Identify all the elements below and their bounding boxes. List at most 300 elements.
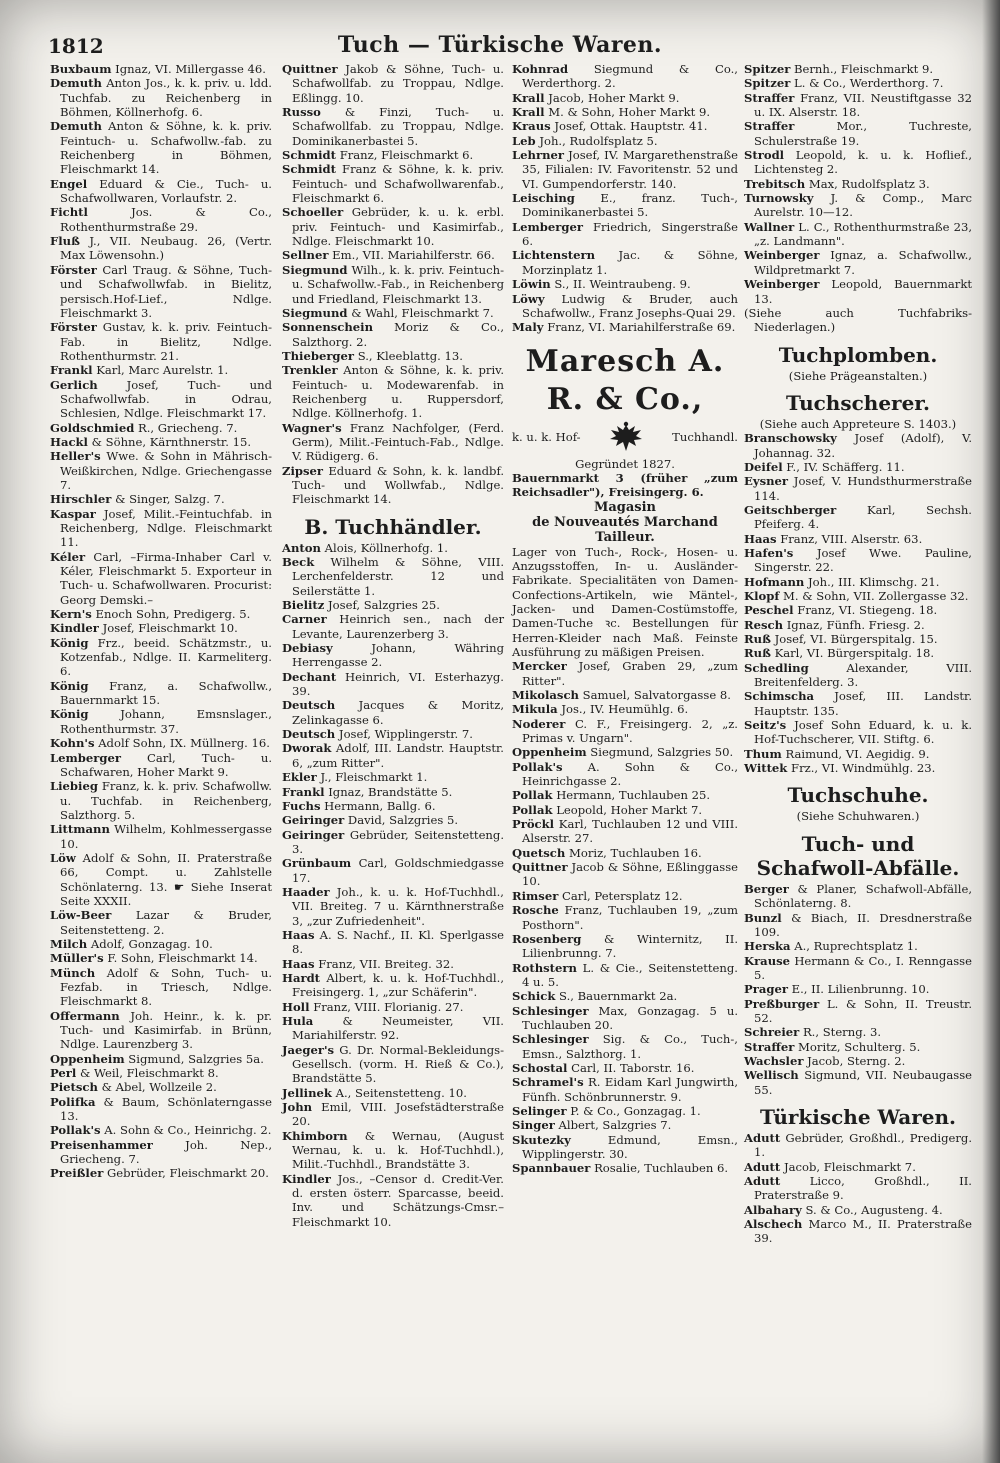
entry-details: Gebrüder, Großhdl., Predigerg. 1. (754, 1130, 973, 1160)
entry-name: Singer (512, 1118, 555, 1133)
entry-name: Kern's (50, 607, 92, 622)
directory-entry (744, 306, 972, 335)
directory-entry (744, 1203, 972, 1217)
entry-name: Ruß (744, 646, 771, 661)
directory-entry (282, 1129, 504, 1172)
directory-entry (512, 62, 738, 91)
entry-details: (Siehe auch Tuchfabriks-Niederlagen.) (744, 305, 972, 335)
entry-name: Engel (50, 176, 88, 191)
entry-name: Prager (744, 982, 788, 997)
directory-entry (50, 1123, 272, 1137)
section-heading-tuchplomben: Tuchplomben. (778, 342, 938, 367)
entry-details: Josef Wwe. Pauline, Singerstr. 22. (754, 545, 972, 575)
entry-details: Carl, Petersplatz 12. (562, 888, 683, 903)
entry-name: Lemberger (512, 219, 583, 234)
entry-list-tuchfabrikanten (282, 62, 504, 507)
entry-name: Schostal (512, 1060, 568, 1075)
directory-entry (50, 1166, 272, 1180)
entry-name: Goldschmied (50, 420, 135, 435)
entry-name: Milch (50, 936, 88, 951)
directory-entry (744, 1040, 972, 1054)
entry-name: Deutsch (282, 698, 336, 713)
directory-entry (744, 119, 972, 148)
directory-entry (50, 378, 272, 421)
directory-entry (282, 727, 504, 741)
page-number: 1812 (48, 34, 104, 58)
entry-name: Straffer (744, 119, 795, 134)
entry-details: Bernh., Fleischmarkt 9. (794, 62, 934, 76)
entry-details: Adolf Sohn, IX. Müllnerg. 16. (98, 736, 270, 751)
entry-name: Wagner's (282, 420, 342, 435)
entry-name: Preisenhammer (50, 1137, 153, 1152)
entry-name: Berger (744, 881, 789, 896)
column-3 (512, 62, 738, 1176)
entry-details: Franz & Söhne, k. k. priv. Feintuch- und Schafwollwarenfab., Fleischmarkt 6. (292, 162, 504, 206)
entry-details: Hermann, Tuchlauben 25. (556, 788, 711, 803)
entry-details: A., Seitenstetteng. 10. (335, 1085, 467, 1100)
directory-entry (512, 1032, 738, 1061)
directory-entry (50, 636, 272, 679)
advertisement-maresch (512, 343, 738, 660)
entry-name: Khimborn (282, 1128, 348, 1143)
entry-name: Siegmund (282, 262, 348, 277)
entry-details: Gustav, k. k. priv. Feintuch-Fab. in Bielitz, Ndlge. Rothenthurmstr. 21. (60, 320, 272, 363)
directory-entry (744, 982, 972, 996)
entry-details: A. Sohn & Co., Heinrichgasse 2. (522, 759, 738, 789)
entry-details: Licco, Großhdl., II. Praterstraße 9. (754, 1174, 972, 1203)
directory-entry (744, 761, 972, 775)
entry-details: Joh., k. u. k. Hof-Tuchhdl., VII. Breiteg. 7 u. Kärnthnerstraße 3, „zur Zufriedenheit". (292, 884, 504, 928)
directory-entry (282, 464, 504, 507)
entry-name: Albahary (744, 1202, 802, 1217)
entry-details: Jac. & Söhne, Morzinplatz 1. (522, 248, 738, 277)
entry-name: Schramel's (512, 1075, 584, 1090)
entry-name: Schick (512, 989, 556, 1004)
entry-details: Franz, k. k. priv. Schafwollw. u. Tuchfab. in Reichenberg, Salzthorg. 5. (60, 779, 272, 822)
directory-entry (744, 911, 972, 940)
entry-list-tuchscherer (744, 431, 972, 775)
directory-entry (282, 248, 504, 262)
entry-name: Leb (512, 133, 536, 148)
entry-details: Em., VII. Mariahilferstr. 66. (332, 248, 495, 263)
directory-entry (744, 62, 972, 76)
entry-details: Franz, a. Schafwollw., Bauernmarkt 15. (60, 678, 273, 708)
directory-entry (744, 1160, 972, 1174)
entry-list-col4-top (744, 62, 972, 335)
entry-details: Leopold, Hoher Markt 7. (556, 802, 703, 817)
directory-entry (282, 349, 504, 363)
entry-details: Josef, III. Landstr. Hauptstr. 135. (754, 689, 973, 718)
entry-name: Wittek (744, 761, 788, 776)
entry-name: Kéler (50, 549, 86, 564)
section-heading-tuerkische-waren: Türkische Waren. (760, 1104, 956, 1129)
entry-name: Frankl (282, 784, 325, 799)
directory-entry (744, 661, 972, 690)
entry-name: Leisching (512, 191, 575, 206)
directory-entry (744, 589, 972, 603)
directory-entry (744, 603, 972, 617)
directory-entry (744, 148, 972, 177)
ad-heading-nouveautes: de Nouveautés Marchand Tailleur. (532, 514, 718, 545)
entry-name: König (50, 635, 89, 650)
entry-details: Jos. & Co., Rothenthurmstraße 29. (60, 205, 272, 234)
entry-details: & Wernau, (August Wernau, k. u. k. Hof-Tuchhdl.), Milit.-Tuchhdl., Brandstätte 3. (292, 1128, 504, 1172)
directory-entry (512, 148, 738, 191)
entry-name: Geiringer (282, 813, 345, 828)
entry-details: Karl, Tuchlauben 12 und VIII. Alserstr. 27. (522, 817, 739, 846)
entry-name: Spitzer (744, 62, 791, 76)
entry-details: Albert, k. u. k. Hof-Tuchhdl., Freisingerg. 1, „zur Schäferin". (292, 970, 504, 1000)
entry-name: Bunzl (744, 910, 782, 925)
entry-details: Franz Nachfolger, (Ferd. Germ), Milit.-Feintuch-Fab., Ndlge. V. Rüdigerg. 6. (292, 420, 505, 464)
entry-name: Pröckl (512, 817, 555, 832)
entry-name: Oppenheim (512, 745, 587, 760)
entry-details: Josef (Adolf), V. Johannag. 32. (754, 431, 972, 460)
entry-details: Anton Jos., k. k. priv. u. ldd. Tuchfab. zu Reichenberg in Böhmen, Köllnerhofg. 6. (60, 76, 272, 120)
entry-details: M. & Sohn, VII. Zollergasse 32. (783, 589, 969, 603)
entry-name: Deifel (744, 459, 783, 474)
entry-details: L. & Co., Werderthorg. 7. (794, 76, 944, 91)
directory-entry (282, 1043, 504, 1086)
entry-name: Haas (282, 956, 315, 971)
directory-entry (512, 292, 738, 321)
directory-entry (282, 306, 504, 320)
entry-name: Bielitz (282, 598, 325, 613)
entry-name: Haader (282, 884, 330, 899)
directory-entry (744, 532, 972, 546)
directory-entry (744, 1068, 972, 1097)
entry-details: Ludwig & Bruder, auch Schafwollw., Franz Josephs-Quai 29. (522, 291, 739, 320)
entry-name: Weinberger (744, 277, 820, 292)
directory-entry (50, 435, 272, 449)
directory-entry (50, 76, 272, 119)
entry-name: Müller's (50, 951, 104, 966)
entry-name: Jellinek (282, 1085, 332, 1100)
entry-list-abfaelle (744, 882, 972, 1097)
directory-entry (282, 813, 504, 827)
entry-details: David, Salzgries 5. (347, 813, 459, 828)
ad-address: Bauernmarkt 3 (früher „zum Reichsadler"), Freisingerg. 6. (512, 470, 738, 500)
directory-entry (744, 882, 972, 911)
entry-details: Heinrich, VI. Esterhazyg. 39. (292, 669, 504, 699)
directory-entry (512, 745, 738, 759)
entry-details: & Singer, Salzg. 7. (115, 492, 225, 507)
entry-details: Alexander, VIII. Breitenfelderg. 3. (754, 660, 972, 690)
directory-entry (744, 997, 972, 1026)
section-note-tuchplomben: (Siehe Prägeanstalten.) (788, 368, 928, 383)
directory-entry (512, 105, 738, 119)
entry-details: Josef, V. Hundsthurmerstraße 114. (754, 474, 972, 503)
entry-name: Pollak's (512, 759, 563, 774)
entry-details: Ignaz, a. Schafwollw., Wildpretmarkt 7. (754, 248, 972, 277)
entry-details: Wilhelm & Söhne, VIII. Lerchenfelderstr. 12 und Seilerstätte 1. (292, 555, 505, 598)
entry-details: Gebrüder, Seitenstetteng. 3. (292, 827, 505, 856)
entry-name: Buxbaum (50, 62, 112, 76)
entry-name: Preßburger (744, 996, 820, 1011)
entry-name: Trebitsch (744, 176, 806, 191)
entry-details: Ignaz, Fünfh. Friesg. 2. (786, 617, 925, 632)
entry-details: Friedrich, Singerstraße 6. (522, 219, 738, 249)
directory-entry (512, 277, 738, 291)
directory-entry (512, 1161, 738, 1175)
entry-name: Seitz's (744, 718, 787, 733)
directory-entry (744, 747, 972, 761)
entry-details: Franz, VI. Mariahilferstraße 69. (547, 320, 736, 335)
directory-entry (50, 937, 272, 951)
directory-entry (50, 1009, 272, 1052)
entry-details: Jacob & Söhne, Eßlinggasse 10. (522, 860, 739, 889)
entry-details: Siegmund, Salzgries 50. (590, 745, 734, 760)
entry-name: Schoeller (282, 205, 344, 220)
entry-name: Littmann (50, 822, 110, 837)
directory-entry (512, 788, 738, 802)
entry-details: Mor., Tuchreste, Schulerstraße 19. (754, 119, 972, 148)
entry-details: Wilh., k. k. priv. Feintuch- u. Schafwollw.-Fab., in Reichenberg und Friedland, Fleischmarkt 13. (292, 262, 505, 306)
directory-entry (744, 646, 972, 660)
entry-name: König (50, 707, 89, 722)
entry-details: S. & Co., Augusteng. 4. (805, 1202, 943, 1217)
entry-name: Geitschberger (744, 502, 837, 517)
entry-name: Alschech (744, 1217, 803, 1232)
entry-details: Alois, Köllnerhofg. 1. (324, 540, 448, 555)
entry-list-tuerkische-waren (744, 1131, 972, 1246)
directory-entry (744, 939, 972, 953)
directory-entry (744, 1131, 972, 1160)
entry-name: Schedling (744, 660, 809, 675)
section-heading-tuchschuhe: Tuchschuhe. (787, 783, 929, 808)
directory-entry (512, 989, 738, 1003)
directory-entry (50, 908, 272, 937)
entry-list-tuchhaendler (282, 541, 504, 1230)
directory-entry (282, 320, 504, 349)
entry-details: Marco M., II. Praterstraße 39. (754, 1217, 972, 1246)
entry-name: Demuth (50, 119, 102, 134)
entry-details: E., franz. Tuch-, Dominikanerbastei 5. (522, 191, 738, 220)
entry-name: Wallner (744, 219, 795, 234)
entry-details: L. C., Rothenthurmstraße 23, „z. Landmann". (754, 219, 973, 249)
directory-entry (282, 770, 504, 784)
entry-details: Frz., beeid. Schätzmstr., u. Kotzenfab., Ndlge. II. Karmeliterg. 6. (60, 635, 272, 679)
directory-entry (282, 612, 504, 641)
entry-details: Carl, –Firma-Inhaber Carl v. Kéler, Fleischmarkt 5. Exporteur in Tuch- u. Schafwollwaren. Procurist: Georg Demski.– (60, 549, 272, 607)
directory-entry (50, 119, 272, 176)
entry-details: Franz, VI. Stiegeng. 18. (797, 603, 938, 618)
entry-details: C. F., Freisingerg. 2, „z. Primas v. Ungarn". (522, 716, 738, 746)
entry-name: John (282, 1100, 313, 1115)
entry-details: Carl, II. Taborstr. 16. (571, 1060, 695, 1075)
entry-details: Eduard & Sohn, k. k. landbf. Tuch- und Wollwfab., Ndlge. Fleischmarkt 14. (292, 463, 505, 507)
entry-name: Hardt (282, 970, 321, 985)
entry-details: & Abel, Wollzeile 2. (101, 1080, 217, 1095)
entry-details: & Weil, Fleischmarkt 8. (79, 1066, 219, 1081)
entry-details: Sig. & Co., Tuch-, Emsn., Salzthorg. 1. (522, 1032, 738, 1061)
directory-entry (744, 460, 972, 474)
directory-entry (282, 541, 504, 555)
entry-name: Adutt (744, 1174, 781, 1188)
entry-details: L. & Cie., Seitenstetteng. 4 u. 5. (522, 960, 738, 989)
entry-name: Spitzer (744, 76, 791, 91)
directory-entry (50, 1138, 272, 1167)
directory-entry (744, 431, 972, 460)
entry-details: Eduard & Cie., Tuch- u. Schafwollwaren, Vorlaufstr. 2. (60, 176, 272, 206)
entry-name: Rosche (512, 903, 559, 918)
entry-details: Jacob, Sterng. 2. (807, 1053, 906, 1068)
directory-entry (512, 1104, 738, 1118)
entry-name: Adutt (744, 1130, 781, 1145)
directory-entry (50, 507, 272, 550)
entry-name: Polifka (50, 1094, 96, 1109)
entry-name: Kaspar (50, 506, 96, 521)
directory-entry (282, 421, 504, 464)
entry-name: Carner (282, 612, 327, 627)
directory-entry (282, 1014, 504, 1043)
entry-details: Carl Traug. & Söhne, Tuch- und Schafwollwfab. in Bielitz, persisch.Hof-Lief., Ndlge. Fleischmarkt 3. (60, 262, 273, 320)
entry-name: Kohn's (50, 736, 95, 751)
directory-entry (50, 751, 272, 780)
section-heading-tuchscherer: Tuchscherer. (786, 390, 930, 415)
directory-entry (744, 474, 972, 503)
entry-details: Jos., IV. Heumühlg. 6. (561, 702, 689, 717)
directory-entry (512, 1075, 738, 1104)
entry-name: Mikolasch (512, 688, 579, 702)
directory-entry (50, 1066, 272, 1080)
entry-name: Krall (512, 90, 545, 105)
directory-entry (282, 928, 504, 957)
entry-details: & Baum, Schönlaterngasse 13. (60, 1094, 272, 1124)
entry-details: Frz., VI. Windmühlg. 23. (791, 761, 936, 776)
directory-entry (744, 1174, 972, 1203)
entry-name: Fuchs (282, 798, 321, 813)
entry-details: Sigmund, Salzgries 5a. (128, 1051, 264, 1066)
directory-entry (282, 885, 504, 928)
directory-entry (282, 799, 504, 813)
directory-entry (50, 421, 272, 435)
entry-details: Jos., –Censor d. Credit-Ver. d. ersten österr. Sparcasse, beeid. Inv. und Schätzungs-Cmsr.– Fleischmarkt 10. (292, 1171, 504, 1229)
directory-entry (744, 177, 972, 191)
directory-entry (50, 62, 272, 76)
directory-entry (512, 760, 738, 789)
directory-entry (50, 966, 272, 1009)
directory-entry (282, 785, 504, 799)
entry-name: Klopf (744, 589, 780, 603)
directory-entry (512, 1004, 738, 1033)
entry-details: Raimund, VI. Aegidig. 9. (785, 746, 930, 761)
entry-details: Joh., III. Klimschg. 21. (808, 574, 940, 589)
entry-details: A. Sohn & Co., Heinrichg. 2. (104, 1123, 272, 1138)
directory-entry (512, 119, 738, 133)
entry-details: Jacques & Moritz, Zelinkagasse 6. (292, 698, 505, 727)
entry-details: Karl, VI. Bürgerspitalg. 18. (774, 646, 935, 661)
entry-name: Pietsch (50, 1080, 98, 1095)
directory-entry (744, 91, 972, 120)
directory-entry (744, 546, 972, 575)
entry-name: Mikula (512, 702, 558, 717)
entry-details: Siegmund & Co., Werderthorg. 2. (522, 62, 738, 91)
entry-name: Ekler (282, 770, 317, 785)
entry-name: Rimser (512, 888, 559, 903)
directory-entry (744, 632, 972, 646)
directory-entry (744, 191, 972, 220)
directory-entry (50, 492, 272, 506)
ad-founded: Gegründet 1827. (575, 456, 675, 471)
entry-name: Schimscha (744, 689, 815, 704)
entry-details: Max, Gonzagag. 5 u. Tuchlauben 20. (522, 1003, 739, 1032)
entry-details: G. Dr. Normal-Bekleidungs-Gesellsch. (vorm. H. Rieß & Co.), Brandstätte 5. (292, 1042, 504, 1086)
entry-name: Trenkler (282, 363, 338, 378)
entry-details: Jacob, Hoher Markt 9. (548, 90, 680, 105)
directory-entry (50, 822, 272, 851)
directory-entry (282, 1000, 504, 1014)
entry-details: R., Griecheng. 7. (138, 420, 238, 435)
entry-name: Quittner (282, 62, 338, 76)
entry-details: Karl, Sechsh. Pfeiferg. 4. (754, 502, 972, 532)
entry-details: Hermann, Ballg. 6. (324, 798, 436, 813)
directory-entry (512, 817, 738, 846)
entry-name: Schmidt (282, 162, 336, 177)
directory-entry (512, 903, 738, 932)
column-2 (282, 62, 504, 1229)
entry-name: Förster (50, 320, 97, 335)
directory-entry (512, 659, 738, 688)
entry-name: Turnowsky (744, 191, 814, 206)
directory-entry (282, 957, 504, 971)
entry-details: Edmund, Emsn., Wipplingerstr. 30. (522, 1132, 738, 1161)
entry-details: Moriz, Tuchlauben 16. (568, 845, 702, 860)
directory-entry (512, 860, 738, 889)
entry-name: Straffer (744, 1039, 795, 1054)
entry-details: Carl, Tuch- u. Schafwaren, Hoher Markt 9. (60, 750, 273, 779)
entry-name: Russo (282, 105, 321, 120)
entry-name: Kraus (512, 119, 551, 134)
directory-entry (282, 62, 504, 105)
entry-details: Joh., Rudolfsplatz 5. (539, 133, 658, 148)
entry-details: Franz, VIII. Florianig. 27. (313, 999, 464, 1014)
entry-name: Münch (50, 965, 96, 980)
directory-entry (512, 932, 738, 961)
entry-details: Albert, Salzgries 7. (558, 1118, 672, 1133)
directory-entry (282, 162, 504, 205)
entry-name: Wachsler (744, 1053, 804, 1068)
entry-name: Preißler (50, 1166, 104, 1181)
directory-entry (744, 277, 972, 306)
directory-entry (50, 177, 272, 206)
entry-name: Siegmund (282, 305, 348, 320)
entry-name: Holl (282, 999, 310, 1014)
directory-entry (744, 954, 972, 983)
entry-details: Hermann & Co., I. Renngasse 5. (754, 953, 972, 982)
entry-name: Weinberger (744, 248, 820, 263)
directory-entry (512, 961, 738, 990)
entry-name: König (50, 678, 89, 693)
directory-entry (512, 1118, 738, 1132)
entry-details: P. & Co., Gonzagag. 1. (570, 1103, 701, 1118)
entry-details: Josef, Tuch- und Schafwollwfab. in Odrau, Schlesien, Ndlge. Fleischmarkt 17. (60, 377, 273, 421)
entry-name: Skutezky (512, 1132, 571, 1147)
entry-name: Peschel (744, 603, 794, 618)
entry-details: Joh. Heinr., k. k. pr. Tuch- und Kasimirfab. in Brünn, Ndlge. Laurenzberg 3. (60, 1008, 272, 1052)
entry-details: J. & Comp., Marc Aurelstr. 10—12. (754, 191, 972, 220)
entry-name: Demuth (50, 76, 102, 91)
entry-name: Branschowsky (744, 431, 837, 446)
directory-entry (512, 889, 738, 903)
entry-name: Sonnenschein (282, 320, 373, 335)
entry-details: Adolf, Gonzagag. 10. (90, 936, 213, 951)
entry-details: Carl, Goldschmiedgasse 17. (292, 856, 505, 885)
entry-name: Jaeger's (282, 1042, 335, 1057)
directory-entry (282, 598, 504, 612)
entry-name: Ruß (744, 632, 771, 647)
entry-name: Rosenberg (512, 931, 582, 946)
